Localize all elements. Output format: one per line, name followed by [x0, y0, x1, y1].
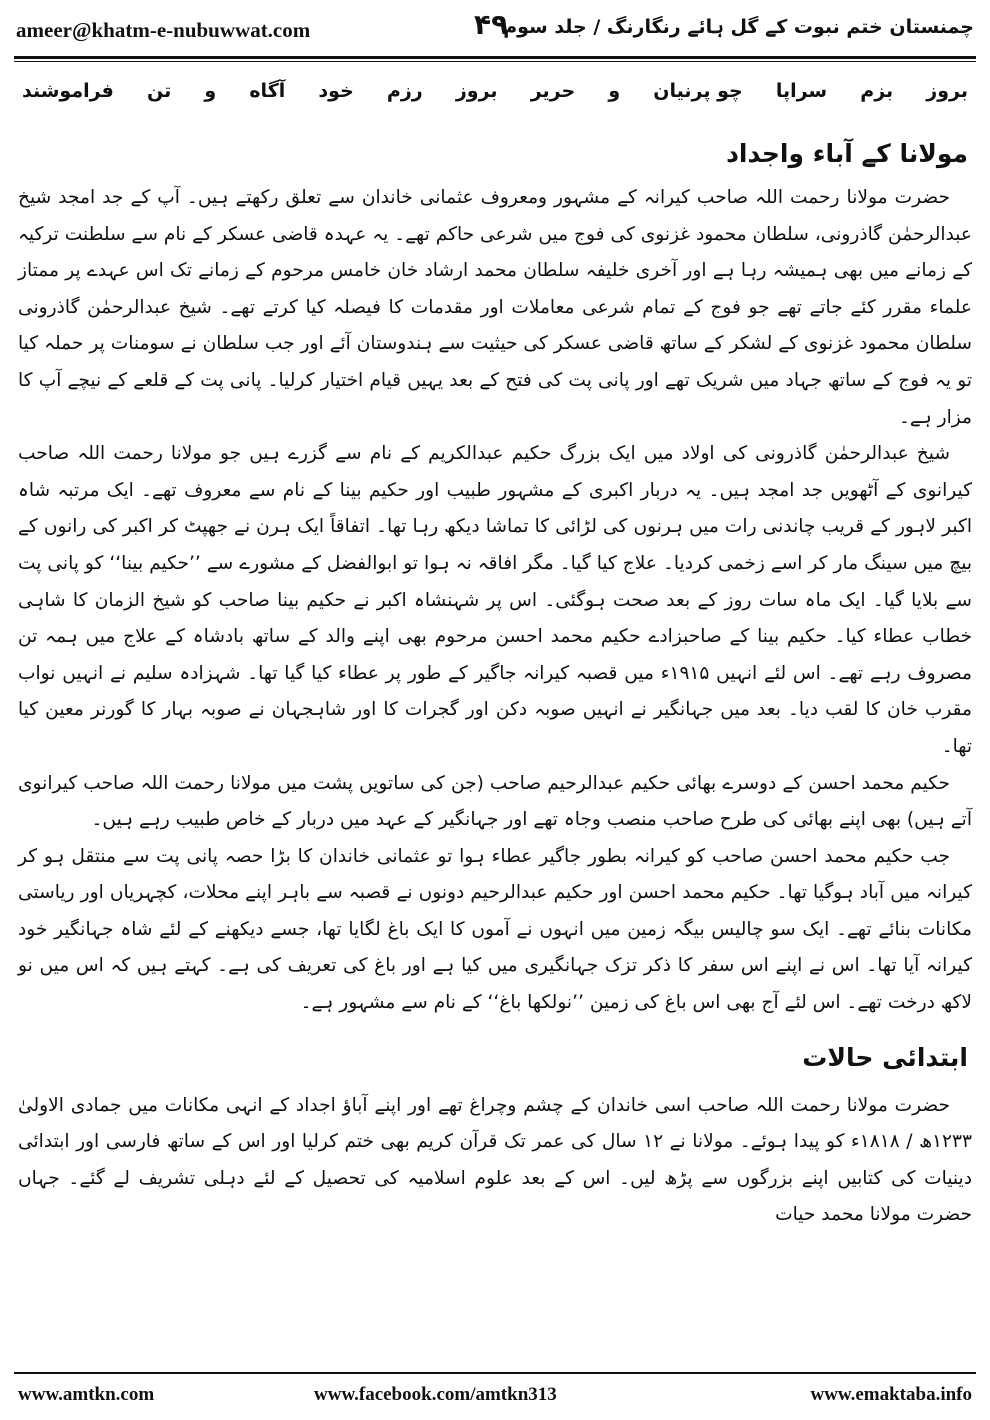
footer-rule [14, 1372, 976, 1374]
footer-link-amtkn[interactable]: www.amtkn.com [18, 1384, 155, 1405]
page-body [18, 128, 972, 1234]
poetry-verse [22, 80, 968, 120]
verse-word: و [608, 80, 621, 102]
verse-word: بروز [926, 80, 968, 102]
verse-word: بروز [455, 80, 498, 102]
page-number: ۴۹ [474, 8, 509, 41]
paragraph: حکیم محمد احسن کے دوسرے بھائی حکیم عبدالرحیم صاحب (جن کی ساتویں پشت میں مولانا رحمت اللہ صاحب کیرانوی آتے ہیں) بھی اپنے بھائی کی طرح صاحب منصب وجاہ تھے اور جہانگیر کے عہد میں دربار کے خاص طبیب رہے ہیں۔ [18, 772, 972, 831]
verse-word: و [204, 80, 217, 102]
page-header [14, 8, 976, 54]
paragraph: شیخ عبدالرحمٰن گاذرونی کی اولاد میں ایک بزرگ حکیم عبدالکریم کے نام سے گزرے ہیں جو مولانا رحمت اللہ صاحب کیرانوی کے آٹھویں جد امجد ہیں۔ یہ دربار اکبری کے مشہور طبیب اور حکیم بینا کے نام سے معروف تھے۔ ایک مرتبہ شاہ اکبر لاہور کے قریب چاندنی رات میں ہرنوں کی لڑائی کا تماشا دیکھ رہا تھا۔ اتفاقاً ایک ہرن نے جھپٹ کر اکبر کی رانوں کے بیچ میں سینگ مار کر اسے زخمی کردیا۔ علاج کیا گیا۔ مگر افاقہ نہ ہوا تو ابوالفضل کے مشورے سے ’’حکیم بینا‘‘ کو پانی پت سے بلایا گیا۔ ایک ماہ سات روز کے بعد صحت ہوگئی۔ اس پر شہنشاہ اکبر نے حکیم بینا صاحب کو شیخ الزمان کا شاہی خطاب عطاء کیا۔ حکیم بینا کے صاحبزادے حکیم محمد احسن مرحوم بھی اپنے والد کے ساتھ بادشاہ کے علاج میں ہمہ تن مصروف رہے تھے۔ اس لئے انہیں ۱۹۱۵ء میں قصبہ کیرانہ جاگیر کے طور پر عطاء کیا گیا تھا۔ شہزادہ سلیم نے انہیں نواب مقرب خان کا لقب دیا۔ بعد میں جہانگیر نے انہیں صوبہ دکن اور گجرات کا اور شاہجہان نے صوبہ بہار کا گورنر معین کیا تھا۔ [18, 443, 972, 757]
verse-word: فراموشند [22, 80, 114, 102]
verse-word: بزم [860, 80, 894, 102]
verse-word: حریر [530, 80, 576, 102]
page-footer [14, 1378, 976, 1408]
header-rule-thin [14, 61, 976, 62]
verse-word: سراپا [775, 80, 828, 102]
verse-word: تن [147, 80, 172, 102]
footer-link-emaktaba[interactable]: www.emaktaba.info [810, 1384, 972, 1405]
verse-word: رزم [386, 80, 423, 102]
paragraph: حضرت مولانا رحمت اللہ صاحب کیرانہ کے مشہور ومعروف عثمانی خاندان سے تعلق رکھتے ہیں۔ آپ کے جد امجد شیخ عبدالرحمٰن گاذرونی، سلطان محمود غزنوی کی فوج میں شرعی حاکم تھے۔ یہ عہدہ قاضی عسکر کے نام سے سلطنت ترکیہ کے زمانے میں بھی ہمیشہ رہا ہے اور آخری خلیفہ سلطان محمد ارشاد خان خامس مرحوم کے زمانے تک اس عہدے پر ممتاز علماء مقرر کئے جاتے تھے جو فوج کے تمام شرعی معاملات اور مقدمات کا فیصلہ کیا کرتے تھے۔ شیخ عبدالرحمٰن گاذرونی سلطان محمود غزنوی کے لشکر کے ساتھ قاضی عسکر کی حیثیت سے ہندوستان آئے اور جب سلطان نے سومنات پر حملہ کیا تو یہ فوج کے ساتھ جہاد میں شریک تھے اور پانی پت کی فتح کے بعد یہیں قیام اختیار کرلیا۔ پانی پت کے قلعے کے نیچے آپ کا مزار ہے۔ [18, 187, 972, 428]
section-heading-ancestors: مولانا کے آباء واجداد [726, 139, 968, 168]
verse-word: آگاه [249, 80, 286, 102]
paragraph: جب حکیم محمد احسن صاحب کو کیرانہ بطور جاگیر عطاء ہوا تو عثمانی خاندان کا بڑا حصہ پانی پت سے منتقل ہو کر کیرانہ میں آباد ہوگیا تھا۔ حکیم محمد احسن اور حکیم عبدالرحیم دونوں نے قصبہ سے باہر اپنے محلات، کچہریاں اور ریاستی مکانات بنائے تھے۔ ایک سو چالیس بیگہ زمین میں انہوں نے آموں کا ایک باغ لگایا تھا، جسے دیکھنے کے لئے شاہ جہانگیر خود کیرانہ آیا تھا۔ اس نے اپنے اس سفر کا ذکر تزک جہانگیری میں کیا ہے اور باغ کی تعریف کی ہے۔ کہتے ہیں کہ اس میں نو لاکھ درخت تھے۔ اس لئے آج بھی اس باغ کی زمین ’’نولکھا باغ‘‘ کے نام سے مشہور ہے۔ [18, 845, 972, 1014]
paragraph: حضرت مولانا رحمت اللہ صاحب اسی خاندان کے چشم وچراغ تھے اور اپنے آباؤ اجداد کے انہی مکانات میں جمادی الاولیٰ ۱۲۳۳ھ / ۱۸۱۸ء کو پیدا ہوئے۔ مولانا نے ۱۲ سال کی عمر تک قرآن کریم بھی ختم کرلیا اور اس کے ساتھ فارسی اور ابتدائی دینیات کی کتابیں اپنے بزرگوں سے پڑھ لیں۔ اس کے بعد علوم اسلامیہ کی تحصیل کے لئے دہلی تشریف لے گئے۔ جہاں حضرت مولانا محمد حیات [18, 1094, 972, 1226]
footer-link-facebook[interactable]: www.facebook.com/amtkn313 [314, 1384, 557, 1405]
verse-word: خود [318, 80, 354, 102]
header-rule [14, 56, 976, 59]
verse-word: چو پرنیان [653, 80, 743, 102]
book-title: چمنستان ختم نبوت کے گل ہائے رنگارنگ / جلد سوم [503, 16, 974, 38]
header-email: ameer@khatm-e-nubuwwat.com [16, 18, 311, 42]
section-heading-early-life: ابتدائی حالات [802, 1042, 968, 1072]
